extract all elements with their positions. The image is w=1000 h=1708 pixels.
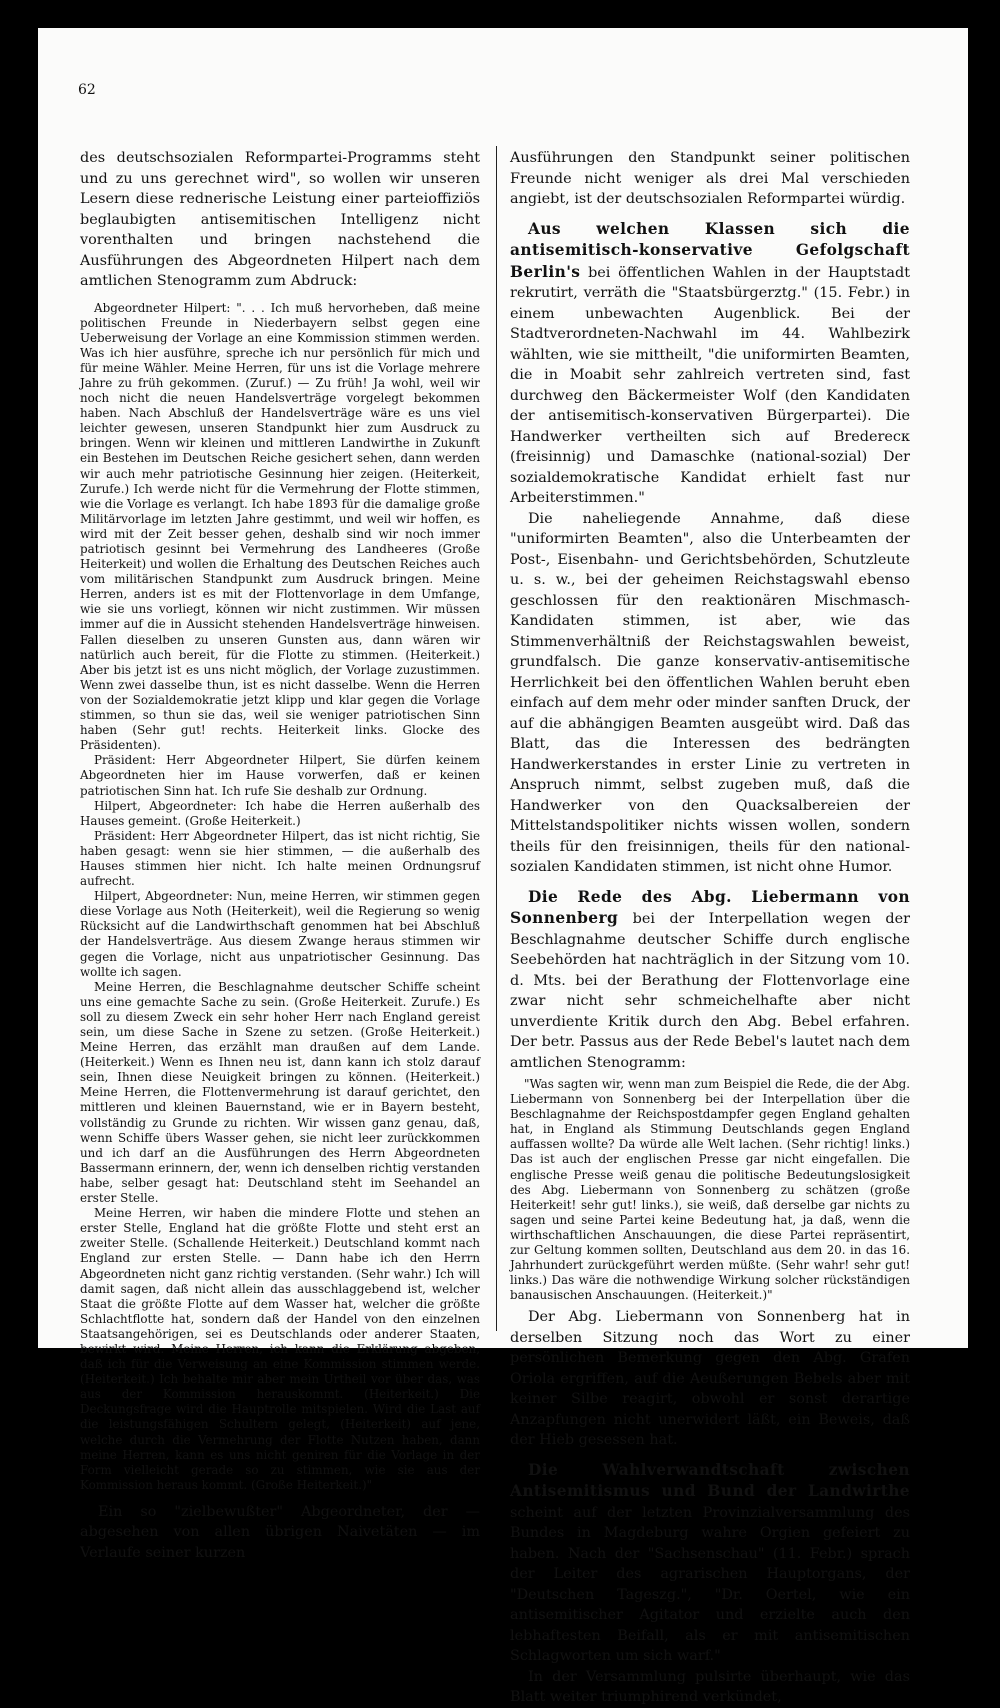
section-1-paragraph (510, 219, 910, 509)
section-3-paragraph-2: In der Versammlung pulsirte überhaupt, wie das Blatt weiter triumphirend verkündet, (510, 1668, 910, 1706)
right-column (510, 148, 910, 1706)
page (38, 28, 968, 1706)
section-3-heading: Die Wahlverwandtschaft zwischen Antisemitismus und Bund der Landwirthe (510, 1460, 910, 1501)
hilpert-ships: Meine Herren, die Beschlagnahme deutscher Schiffe scheint uns eine gemachte Sache zu sein. (Große Heiterkeit. Zurufe.) Es soll zu diesem Zweck ein sehr hoher Herr nach England gereist sein, um diese Sache in Szene zu setzen. (Große Heiterkeit.) Meine Herren, das erzählt man draußen auf dem Lande. (Heiterkeit.) Wenn es Ihnen neu ist, dann kann ich stolz darauf sein, Ihnen diese Neuigkeit bringen zu können. (Heiterkeit.) Meine Herren, die Flottenvermehrung ist darauf gerichtet, den mittleren und kleinen Bauernstand, wie er in Bayern besteht, vollständig zu Grunde zu richten. Wir wissen ganz genau, daß, wenn Schiffe übers Wasser gehen, sie nicht leer zurückkommen und ich darf an die Ausführungen des Herrn Abgeordneten Bassermann erinnern, der, wenn ich denselben richtig verstanden habe, selber gesagt hat: Deutschland steht im Seehandel an erster Stelle. (80, 979, 480, 1206)
column-divider (496, 146, 497, 1331)
section-3-paragraph (510, 1460, 910, 1667)
president-order: Präsident: Herr Abgeordneter Hilpert, das ist nicht richtig, Sie haben gesagt: wenn sie hier stimmen, — die außerhalb des Hauses stimmen hier nicht. Ich halte meinen Ordnungsruf aufrecht. (80, 828, 480, 889)
section-3-text: scheint auf der letzten Provinzialversammlung des Bundes in Magdeburg wahre Orgien gefeiert zu haben. Nach der "Sachsenschau" (11. Febr.) sprach der Leiter des agrarischen Hauptorgans, der "Deutschen Tageszg.", "Dr. Oertel, wie ein antisemitischer Agitator und erzielte auch den lebhaftesten Beifall, als er mit antisemitischen Schlagworten um sich warf." (510, 1504, 910, 1665)
hilpert-speech: Abgeordneter Hilpert: ". . . Ich muß hervorheben, daß meine politischen Freunde in Niederbayern selbst gegen eine Ueberweisung der Vorlage an eine Kommission stimmen werden. Was ich hier ausführe, spreche ich nur persönlich für mich und für meine Wähler. Meine Herren, für uns ist die Vorlage mehrere Jahre zu früh gekommen. (Zuruf.) — Zu früh! Ja wohl, weil wir noch nicht die neuen Handelsverträge vorgelegt bekommen haben. Nach Abschluß der Handelsverträge wäre es uns viel leichter gewesen, unseren Standpunkt hier zum Ausdruck zu bringen. Wenn wir kleinen und mittleren Landwirthe in Zukunft ein Bestehen im Deutschen Reiche gesichert sehen, dann werden wir auch mehr patriotische Gesinnung hier zeigen. (Heiterkeit, Zurufe.) Ich werde nicht für die Vermehrung der Flotte stimmen, wie die Vorlage es verlangt. Ich habe 1893 für die damalige große Militärvorlage im letzten Jahre gestimmt, und weil wir hoffen, es wird mit der Zeit besser gehen, deshalb sind wir noch immer patriotisch gesinnt bei Vermehrung des Landheeres (Große Heiterkeit) und wollen die Erhaltung des Deutschen Reiches auch vom militärischen Standpunkt zum Ausdruck bringen. Meine Herren, anders ist es mit der Flottenvorlage in dem Umfange, wie sie uns vorliegt, können wir nicht zustimmen. Wir müssen immer auf die in Aussicht stehenden Handelsverträge hinweisen. Fallen dieselben zu unseren Gunsten aus, dann wären wir natürlich auch bereit, für die Flotte zu stimmen. (Heiterkeit.) Aber bis jetzt ist es uns nicht möglich, der Vorlage zuzustimmen. Wenn zwei dasselbe thun, ist es nicht dasselbe. Wenn die Herren von der Sozialdemokratie jetzt klipp und klar gegen die Vorlage stimmen, so thun sie das, weil sie weniger patriotischen Sinn haben (Sehr gut! rechts. Heiterkeit links. Glocke des Präsidenten). (80, 300, 480, 753)
hilpert-continues: Hilpert, Abgeordneter: Nun, meine Herren, wir stimmen gegen diese Vorlage aus Noth (Heiterkeit), weil die Regierung so wenig Rücksicht auf die Landwirthschaft genommen hat bei Abschluß der Handelsverträge. Aus diesem Zwange heraus stimmen wir gegen die Vorlage, nicht aus unpatriotischer Gesinnung. Das wollte ich sagen. (80, 889, 480, 979)
continuation-paragraph: Ausführungen den Standpunkt seiner politischen Freunde nicht weniger als drei Mal verschieden angiebt, ist der deutschsozialen Reformpartei würdig. (510, 150, 910, 207)
hilpert-reply: Hilpert, Abgeordneter: Ich habe die Herren außerhalb des Hauses gemeint. (Große Heiterkeit.) (80, 798, 480, 828)
intro-paragraph: des deutschsozialen Reformpartei-Programms steht und zu uns gerechnet wird", so wollen wir unseren Lesern diese rednerische Leistung einer parteioffiziös beglaubigten antisemitischen Intelligenz nicht vorenthalten und bringen nachstehend die Ausführungen des Abgeordneten Hilpert nach dem amtlichen Stenogramm zum Abdruck: (80, 150, 480, 289)
section-1-text: bei öffentlichen Wahlen in der Hauptstadt rekrutirt, verräth die "Staatsbürgerztg." (15. Febr.) in einem unbewachten Augenblick. Bei der Stadtverordneten-Nachwahl im 44. Wahlbezirk wählten, wie sie mittheilt, "die uniformirten Beamten, die in Moabit sehr zahlreich vertreten sind, fast durchweg den Bäckermeister Wolf (den Kandidaten der antisemitisch-konservativen Bürgerpartei). Die Handwerker vertheilten sich auf Brederecк (freisinnig) und Damaschke (national-sozial) Der sozialdemokratische Kandidat erhielt fast nur Arbeiterstimmen." (510, 264, 910, 506)
section-2-text: bei der Interpellation wegen der Beschlagnahme deutscher Schiffe durch englische Seebehörden hat nachträglich in der Sitzung vom 10. d. Mts. bei der Berathung der Flottenvorlage eine zwar nicht sehr schmeichelhafte aber nicht unverdiente Kritik durch den Abg. Bebel erfahren. Der betr. Passus aus der Rede Bebel's lautet nach dem amtlichen Stenogramm: (510, 911, 910, 1071)
closing-paragraph: Ein so "zielbewußter" Abgeordneter, der — abgesehen von allen übrigen Naivetäten — im Verlaufe seiner kurzen (80, 1503, 480, 1561)
section-2-heading: Die Rede des Abg. Liebermann von Sonnenberg (510, 887, 910, 927)
section-1-paragraph-2: Die naheliegende Annahme, daß diese "uniformirten Beamten", also die Unterbeamten der Post-, Eisenbahn- und Gerichtsbehörden, Schutzleute u. s. w., bei der geheimen Reichstagswahl ebenso geschlossen für den reaktionären Mischmasch-Kandidaten stimmen, ist aber, wie das Stimmenverhältniß der Reichstagswahlen beweist, grundfalsch. Die ganze konservativ-antisemitische Herrlichkeit bei den öffentlichen Wahlen beruht eben einfach auf dem mehr oder minder sanften Druck, der auf die abhängigen Beamten ausgeübt wird. Daß das Blatt, das die Interessen des bedrängten Handwerkerstandes in erster Linie zu vertreten in Anspruch nimmt, selbst zugeben muß, daß die Handwerker von den Quacksalbereien der Mittelstandspolitiker nichts wissen wollen, sondern theils für den freisinnigen, theils für den national-sozialen Kandidaten stimmen, ist nicht ohne Humor. (510, 510, 910, 875)
section-1-heading: Aus welchen Klassen sich die antisemitisch-konservative Gefolgschaft Berlin's (510, 219, 910, 281)
section-2-paragraph-2: Der Abg. Liebermann von Sonnenberg hat in derselben Sitzung noch das Wort zu einer persönlichen Bemerkung gegen den Abg. Grafen Oriola ergriffen, auf die Aeußerungen Bebels aber mit keiner Silbe reagirt, obwohl er sonst derartige Anzapfungen nicht unerwidert läßt, ein Beweis, daß der Hieb gesessen hat. (510, 1309, 910, 1449)
left-column (80, 148, 480, 1561)
hilpert-fleet: Meine Herren, wir haben die mindere Flotte und stehen an erster Stelle, England hat die größte Flotte und steht erst an zweiter Stelle. (Schallende Heiterkeit.) Deutschland kommt nach England zur ersten Stelle. — Dann habe ich den Herrn Abgeordneten nicht ganz richtig verstanden. (Sehr wahr.) Ich will damit sagen, daß nicht allein das ausschlaggebend ist, welcher Staat die größte Flotte auf dem Wasser hat, welcher die größte Schlachtflotte hat, sondern daß der Handel von den einzelnen Staatsangehörigen, sei es Deutschlands oder anderer Staaten, bewirkt wird. Meine Herren, ich kann die Erklärung abgeben, daß ich für die Verweisung an eine Kommission stimmen werde. (Heiterkeit.) Ich behalte mir aber mein Urtheil vor über das, was aus der Kommission herauskommt. (Heiterkeit.) Die Deckungsfrage wird die Hauptrolle mitspielen. Wird die Last auf die leistungsfähigen Schultern gelegt, (Heiterkeit) auf jene, welche durch die Vermehrung der Flotte Nutzen haben, dann meine Herren, kann es uns nicht geniren für die Vorlage in der Form vielleicht gerade so zu stimmen, wie sie aus der Kommission heraus kommt. (Große Heiterkeit.)" (80, 1206, 480, 1492)
president-remark: Präsident: Herr Abgeordneter Hilpert, Sie dürfen keinem Abgeordneten hier im Hause vorwerfen, daß er keinen patriotischen Sinn hat. Ich rufe Sie deshalb zur Ordnung. (80, 753, 480, 798)
bebel-quote: "Was sagten wir, wenn man zum Beispiel die Rede, die der Abg. Liebermann von Sonnenberg bei der Interpellation über die Beschlagnahme der Reichspostdampfer gegen England gehalten hat, in England als Stimmung Deutschlands gegen England auffassen wollte? Da würde alle Welt lachen. (Sehr richtig! links.) Das ist auch der englischen Presse gar nicht eingefallen. Die englische Presse weiß genau die politische Bedeutungslosigkeit des Abg. Liebermann von Sonnenberg zu schätzen (große Heiterkeit! sehr gut! links.), sie weiß, daß derselbe gar nichts zu sagen und seine Partei keine Bedeutung hat, ja daß, wenn die wirthschaftlichen Anschauungen, die diese Partei repräsentirt, zur Geltung kommen sollten, Deutschland aus dem 20. in das 16. Jahrhundert zurückgeführt werden müßte. (Sehr wahr! sehr gut! links.) Das wäre die nothwendige Wirkung solcher rückständigen banausischen Anschauungen. (Heiterkeit.)" (510, 1077, 910, 1303)
section-2-paragraph (510, 887, 910, 1074)
page-number: 62 (78, 82, 96, 98)
